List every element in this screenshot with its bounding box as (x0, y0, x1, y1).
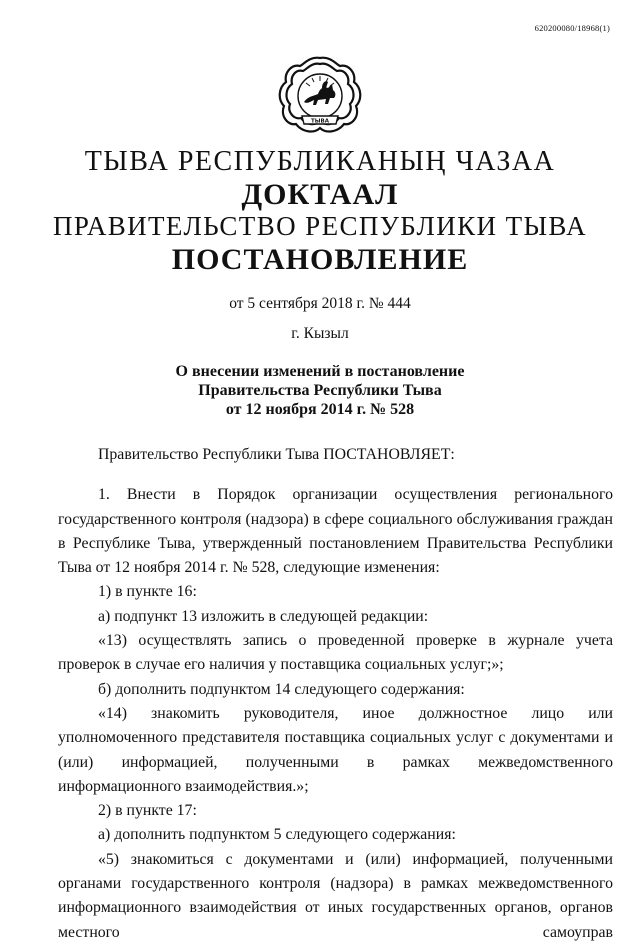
body-paragraph: 1) в пункте 16: (98, 583, 197, 601)
header-russian-government: ПРАВИТЕЛЬСТВО РЕСПУБЛИКИ ТЫВА (52, 211, 588, 241)
title-line: Правительства Республики Тыва (198, 382, 442, 399)
document-date: от 5 сентября 2018 г. № 444 (229, 295, 411, 312)
document-body (58, 443, 613, 945)
body-paragraph: б) дополнить подпунктом 14 следующего содержания: (98, 680, 465, 698)
header-tuvan-resolution: ДОКТААЛ (241, 178, 399, 211)
tuva-coat-of-arms-icon (276, 52, 364, 144)
body-intro: Правительство Республики Тыва ПОСТАНОВЛЯЕТ: (98, 446, 455, 463)
document-city: г. Кызыл (291, 325, 349, 342)
body-paragraph: «5) знакомиться с документами и (или) информацией, полученными органами государственного контроля (надзора) в рамках межведомственного информационного взаимодействия от иных государственных органов, органов местного самоуправ (58, 850, 613, 941)
body-paragraph: 1. Внести в Порядок организации осуществления регионального государственного контроля (надзора) в сфере социального обслуживания граждан в Республике Тыва, утвержденный постановлением Правительства Республики Тыва от 12 ноября 2014 г. № 528, следующие изменения: (58, 486, 613, 577)
body-paragraph: а) подпункт 13 изложить в следующей редакции: (98, 607, 429, 625)
emblem-banner-text: ТЫВА (311, 118, 329, 125)
title-line: О внесении изменений в постановление (175, 363, 465, 380)
document-id: 620200080/18968(1) (534, 23, 610, 33)
header-russian-resolution: ПОСТАНОВЛЕНИЕ (171, 243, 469, 276)
body-paragraph: а) дополнить подпунктом 5 следующего содержания: (98, 826, 456, 844)
header-tuvan-government: ТЫВА РЕСПУБЛИКАНЫҢ ЧАЗАА (84, 146, 556, 177)
body-paragraph: «14) знакомить руководителя, иное должностное лицо или уполномоченного представителя поставщика социальных услуг с документами и (или) информацией, полученными в рамках межведомственного информационного взаимодействия.»; (58, 704, 613, 795)
title-line: от 12 ноября 2014 г. № 528 (225, 401, 415, 418)
body-paragraph: 2) в пункте 17: (98, 802, 197, 820)
body-paragraph: «13) осуществлять запись о проведенной проверке в журнале учета проверок в случае его наличия у поставщика социальных услуг;»; (58, 632, 613, 674)
document-title (0, 362, 640, 419)
